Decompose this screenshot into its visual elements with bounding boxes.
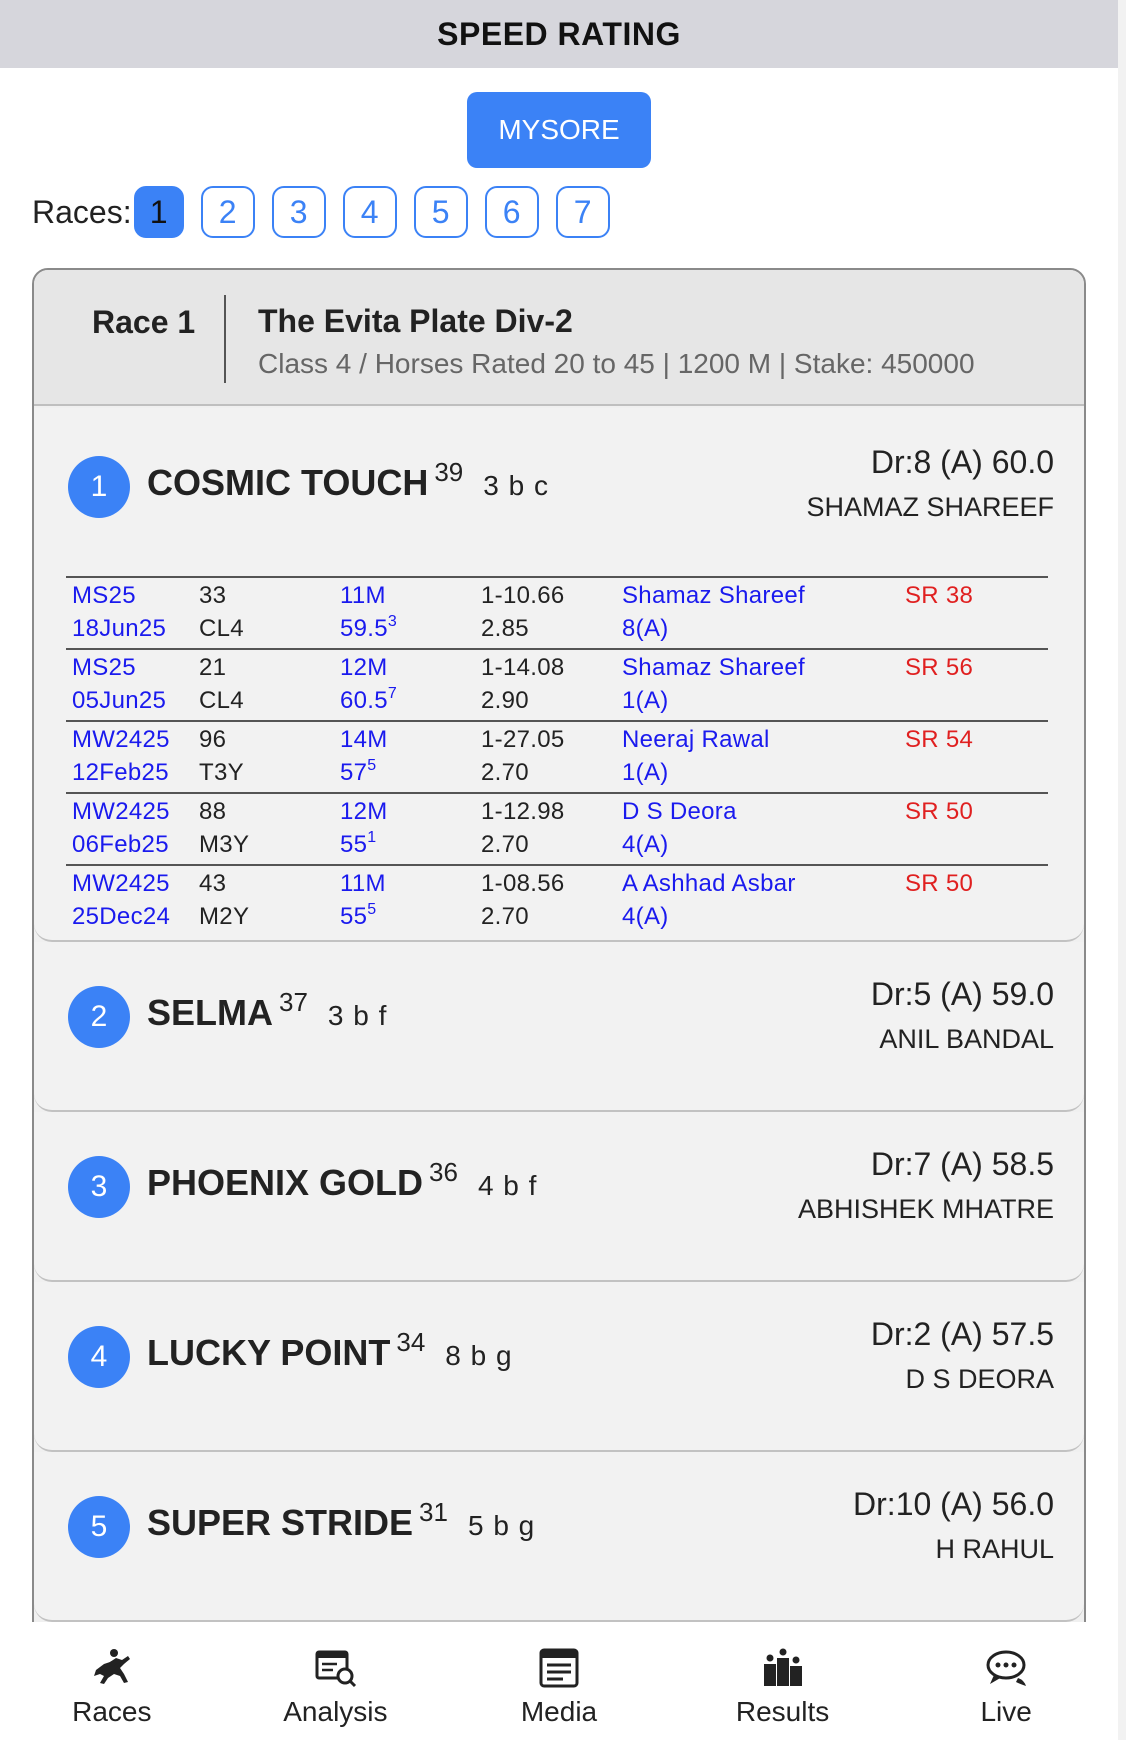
form-jockey[interactable]: Shamaz Shareef xyxy=(622,577,905,612)
form-speed-rating: SR 38 xyxy=(905,577,1048,612)
horse-draw-weight: Dr:5 (A) 59.0 xyxy=(870,976,1054,1012)
horse-name: SUPER STRIDE xyxy=(147,1502,414,1543)
nav-label: Results xyxy=(735,1696,830,1727)
podium-icon xyxy=(761,1648,805,1688)
form-speed-rating: SR 54 xyxy=(905,721,1048,756)
form-weight-value: 59.5 xyxy=(340,615,388,642)
horse-entry[interactable] xyxy=(34,1112,1084,1282)
horse-entry[interactable] xyxy=(34,408,1084,942)
horse-entry[interactable] xyxy=(34,942,1084,1112)
nav-analysis[interactable] xyxy=(224,1622,447,1728)
form-row-sub xyxy=(66,828,1048,865)
horse-draw-weight: Dr:8 (A) 60.0 xyxy=(870,444,1054,480)
form-weight xyxy=(340,756,481,793)
form-class: CL4 xyxy=(199,687,244,714)
form-race-no: 43 xyxy=(199,865,340,900)
horse-entry[interactable] xyxy=(34,1282,1084,1452)
form-speed-rating: SR 50 xyxy=(905,865,1048,900)
horse-number-badge: 4 xyxy=(68,1326,130,1388)
horse-name: COSMIC TOUCH xyxy=(147,462,429,503)
form-speed-rating: SR 50 xyxy=(905,793,1048,828)
page-title: SPEED RATING xyxy=(437,15,681,52)
race-details: Class 4 / Horses Rated 20 to 45 | 1200 M | Stake: 450000 xyxy=(258,348,975,379)
horse-name-line xyxy=(147,987,388,1034)
race-header xyxy=(34,270,1084,406)
form-date[interactable]: 12Feb25 xyxy=(72,759,169,786)
form-empty xyxy=(905,756,1048,793)
horse-draw-weight: Dr:7 (A) 58.5 xyxy=(870,1146,1054,1182)
races-selector xyxy=(32,186,627,238)
horse-rating: 37 xyxy=(279,987,308,1017)
form-weight-allowance: 3 xyxy=(387,613,398,630)
horse-name: LUCKY POINT xyxy=(147,1332,391,1373)
form-weight-value: 60.5 xyxy=(340,687,388,714)
horse-name-line xyxy=(147,1157,538,1204)
horse-name-line xyxy=(147,1497,536,1544)
form-class: CL4 xyxy=(199,615,244,642)
bottom-nav xyxy=(0,1622,1118,1740)
form-race-no: 21 xyxy=(199,649,340,684)
race-name: The Evita Plate Div-2 xyxy=(258,303,573,339)
nav-label: Analysis xyxy=(283,1696,388,1727)
race-tab-4[interactable]: 4 xyxy=(343,186,397,238)
race-divider xyxy=(224,295,226,383)
form-distance: 11M xyxy=(340,577,481,612)
form-empty xyxy=(905,684,1048,721)
form-weight xyxy=(340,900,481,936)
form-draw: 4(A) xyxy=(622,903,669,930)
form-jockey[interactable]: A Ashhad Asbar xyxy=(622,865,905,900)
horse-name-line xyxy=(147,1327,513,1374)
horse-number-badge: 5 xyxy=(68,1496,130,1558)
form-class: T3Y xyxy=(199,759,244,786)
scroll-edge xyxy=(1118,0,1126,1740)
form-row[interactable] xyxy=(66,721,1048,756)
race-tab-3[interactable]: 3 xyxy=(272,186,326,238)
horse-entry[interactable] xyxy=(34,1452,1084,1622)
race-tab-6[interactable]: 6 xyxy=(485,186,539,238)
form-margin: 2.70 xyxy=(481,759,529,786)
horse-number-badge: 3 xyxy=(68,1156,130,1218)
horse-number-badge: 2 xyxy=(68,986,130,1048)
race-tab-5[interactable]: 5 xyxy=(414,186,468,238)
horse-age-sex: 5 b g xyxy=(467,1510,536,1541)
horse-rider-icon xyxy=(90,1648,134,1688)
form-row[interactable] xyxy=(66,793,1048,828)
nav-media[interactable] xyxy=(447,1622,670,1728)
form-row[interactable] xyxy=(66,577,1048,612)
form-date[interactable]: 18Jun25 xyxy=(72,615,167,642)
form-weight-allowance: 1 xyxy=(367,829,377,846)
form-weight-value: 55 xyxy=(340,903,368,930)
horse-jockey: SHAMAZ SHAREEF xyxy=(806,492,1054,522)
horse-age-sex: 3 b f xyxy=(327,1000,388,1031)
nav-results[interactable] xyxy=(671,1622,894,1728)
form-date[interactable]: 06Feb25 xyxy=(72,831,169,858)
form-weight-value: 57 xyxy=(340,759,368,786)
form-row[interactable] xyxy=(66,649,1048,684)
form-weight-value: 55 xyxy=(340,831,368,858)
race-card xyxy=(32,268,1086,1740)
form-draw: 1(A) xyxy=(622,687,669,714)
form-race-no: 88 xyxy=(199,793,340,828)
horse-jockey: ABHISHEK MHATRE xyxy=(797,1194,1054,1224)
form-row-sub xyxy=(66,756,1048,793)
horse-number-badge: 1 xyxy=(68,456,130,518)
race-number: Race 1 xyxy=(92,304,196,340)
nav-label: Races xyxy=(72,1696,152,1727)
race-tab-7[interactable]: 7 xyxy=(556,186,610,238)
form-weight-allowance: 7 xyxy=(387,685,398,702)
horse-draw-weight: Dr:10 (A) 56.0 xyxy=(853,1486,1054,1522)
nav-live[interactable] xyxy=(895,1622,1118,1728)
form-row-sub xyxy=(66,612,1048,649)
form-race-no: 33 xyxy=(199,577,340,612)
form-time: 1-12.98 xyxy=(481,793,622,828)
horse-rating: 36 xyxy=(429,1157,458,1187)
form-distance: 14M xyxy=(340,721,481,756)
form-empty xyxy=(905,900,1048,936)
form-margin: 2.90 xyxy=(481,687,529,714)
form-venue[interactable]: MW2425 xyxy=(66,721,199,756)
form-venue[interactable]: MW2425 xyxy=(66,865,199,900)
form-row-sub xyxy=(66,900,1048,936)
form-time: 1-14.08 xyxy=(481,649,622,684)
form-venue[interactable]: MS25 xyxy=(66,649,199,684)
form-margin: 2.85 xyxy=(481,615,529,642)
form-jockey[interactable]: D S Deora xyxy=(622,793,905,828)
horse-name: PHOENIX GOLD xyxy=(147,1162,424,1203)
form-weight xyxy=(340,684,481,721)
form-time: 1-27.05 xyxy=(481,721,622,756)
form-venue[interactable]: MS25 xyxy=(66,577,199,612)
analysis-icon xyxy=(313,1648,357,1688)
form-venue[interactable]: MW2425 xyxy=(66,793,199,828)
horse-draw-weight: Dr:2 (A) 57.5 xyxy=(870,1316,1054,1352)
form-distance: 12M xyxy=(340,649,481,684)
form-time: 1-10.66 xyxy=(481,577,622,612)
form-draw: 1(A) xyxy=(622,759,669,786)
horse-age-sex: 4 b f xyxy=(477,1170,538,1201)
nav-label: Media xyxy=(520,1696,598,1727)
horse-jockey: ANIL BANDAL xyxy=(879,1024,1054,1054)
form-weight xyxy=(340,612,481,649)
form-class: M2Y xyxy=(199,903,250,930)
form-weight-allowance: 5 xyxy=(367,757,377,774)
venue-button[interactable]: MYSORE xyxy=(467,92,651,168)
horse-age-sex: 3 b c xyxy=(483,470,549,501)
header-bar xyxy=(0,0,1118,68)
form-row-sub xyxy=(66,684,1048,721)
form-margin: 2.70 xyxy=(481,831,529,858)
race-tab-1[interactable]: 1 xyxy=(134,186,184,238)
form-empty xyxy=(905,828,1048,865)
horse-name-line xyxy=(147,457,549,504)
form-distance: 12M xyxy=(340,793,481,828)
chat-icon xyxy=(984,1648,1028,1688)
form-row[interactable] xyxy=(66,865,1048,900)
form-date[interactable]: 25Dec24 xyxy=(72,903,171,930)
nav-label: Live xyxy=(980,1696,1032,1727)
horse-age-sex: 8 b g xyxy=(445,1340,513,1371)
form-weight xyxy=(340,828,481,865)
horse-rating: 39 xyxy=(434,457,464,487)
horse-rating: 34 xyxy=(396,1327,426,1357)
form-speed-rating: SR 56 xyxy=(905,649,1048,684)
horse-jockey: H RAHUL xyxy=(935,1534,1054,1564)
form-distance: 11M xyxy=(340,865,481,900)
form-draw: 4(A) xyxy=(622,831,669,858)
form-date[interactable]: 05Jun25 xyxy=(72,687,167,714)
nav-races[interactable] xyxy=(0,1622,223,1728)
horse-name: SELMA xyxy=(147,992,273,1033)
race-tab-2[interactable]: 2 xyxy=(201,186,255,238)
races-label: Races: xyxy=(32,193,132,230)
form-empty xyxy=(905,612,1048,649)
form-weight-allowance: 5 xyxy=(367,901,377,918)
form-table xyxy=(66,576,1048,936)
form-race-no: 96 xyxy=(199,721,340,756)
form-margin: 2.70 xyxy=(481,903,529,930)
horse-rating: 31 xyxy=(419,1497,448,1527)
horse-jockey: D S DEORA xyxy=(905,1364,1054,1394)
form-draw: 8(A) xyxy=(622,615,669,642)
media-icon xyxy=(537,1648,581,1688)
form-time: 1-08.56 xyxy=(481,865,622,900)
form-class: M3Y xyxy=(199,831,250,858)
form-jockey[interactable]: Neeraj Rawal xyxy=(622,721,905,756)
form-jockey[interactable]: Shamaz Shareef xyxy=(622,649,905,684)
